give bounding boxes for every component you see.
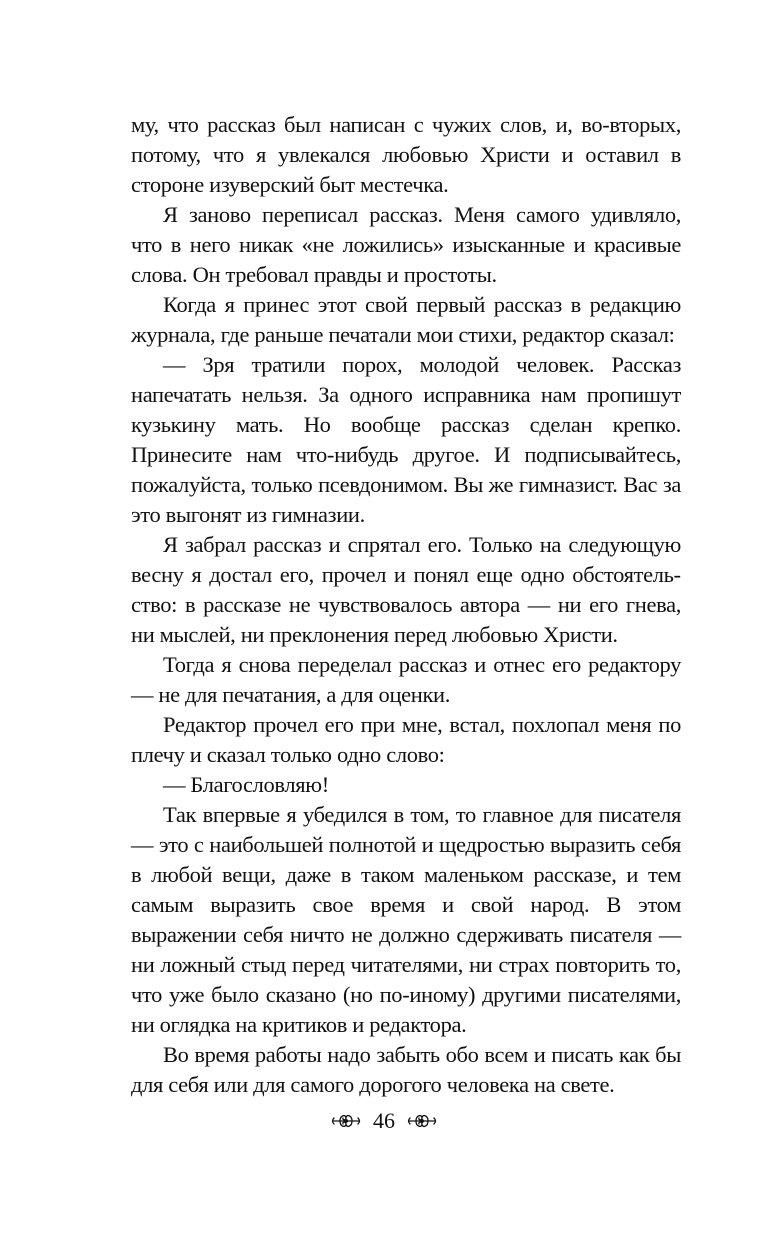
paragraph: Я заново переписал рассказ. Меня самого удивляло, что в него никак «не ложились» изысканные и красивые слова. Он требовал правды и простоты. — [131, 202, 681, 287]
paragraph: му, что рассказ был написан с чужих слов, и, во-вторых, потому, что я увлекался любовью Христи и оставил в стороне изуверский быт местечка. — [131, 112, 681, 197]
floral-ornament-icon — [331, 1110, 361, 1132]
paragraph: Когда я принес этот свой первый рассказ в редакцию журнала, где раньше печатали мои стихи, редактор сказал: — [131, 292, 681, 347]
page-number: 46 — [373, 1108, 395, 1133]
paragraph: Так впервые я убедился в том, то главное для писателя — это с наибольшей полнотой и щедростью выразить себя в любой вещи, даже в таком маленьком рассказе, и тем самым выразить свое время и свой народ. В этом выражении себя ничто не должно сдерживать писателя — ни ложный стыд перед читателями, ни страх повторить то, что уже было сказано (но по-иному) другими писателями, ни оглядка на критиков и редактора. — [131, 802, 681, 1037]
paragraph: Тогда я снова переделал рассказ и отнес его редактору — не для печатания, а для оценки. — [131, 652, 681, 707]
paragraph: — Благословляю! — [163, 772, 329, 797]
paragraph: — Зря тратили порох, молодой человек. Рассказ напечатать нельзя. За одного исправника нам пропишут кузькину мать. Но вообще рассказ сделан крепко. Принесите нам что-нибудь другое. И подписывайтесь, пожалуйста, только псевдонимом. Вы же гимназист. Вас за это выгонят из гимназии. — [131, 352, 681, 527]
page-text — [131, 110, 681, 1100]
page-footer — [0, 1106, 768, 1136]
paragraph: Я забрал рассказ и спрятал его. Только на следующую весну я достал его, прочел и понял еще одно обстоятельство: в рассказе не чувствовалось автора — ни его гнева, ни мыслей, ни преклонения перед любовью Христи. — [131, 532, 681, 647]
paragraph: Редактор прочел его при мне, встал, похлопал меня по плечу и сказал только одно слово: — [131, 712, 681, 767]
paragraph: Во время работы надо забыть обо всем и писать как бы для себя или для самого дорогого человека на свете. — [131, 1042, 681, 1097]
floral-ornament-icon — [407, 1110, 437, 1132]
